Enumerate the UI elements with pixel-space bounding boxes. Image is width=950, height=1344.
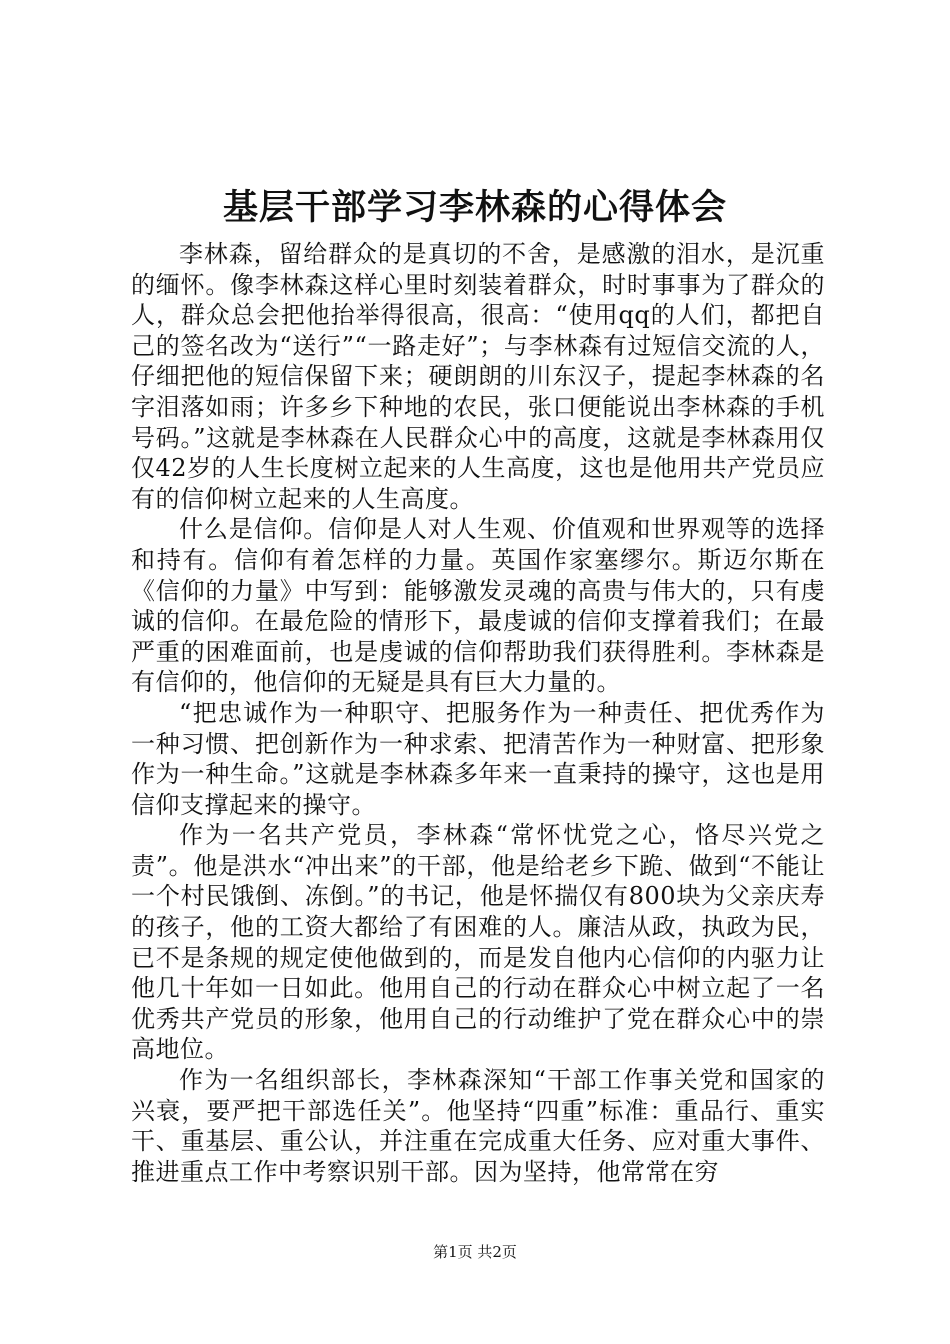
paragraph-5: 作为一名组织部长，李林森深知“干部工作事关党和国家的兴衰，要严把干部选任关”。他坚持“四重”标准：重品行、重实干、重基层、重公认，并注重在完成重大任务、应对重大事件、推进重点工作中考察识别干部。因为坚持，他常常在穷 — [131, 1066, 825, 1186]
document-body — [131, 239, 825, 1187]
paragraph-4: 作为一名共产党员，李林森“常怀忧党之心，恪尽兴党之责”。他是洪水“冲出来”的干部，他是给老乡下跪、做到“不能让一个村民饿倒、冻倒。”的书记，他是怀揣仅有800块为父亲庆寿的孩子，他的工资大都给了有困难的人。廉洁从政，执政为民，已不是条规的规定使他做到的，而是发自他内心信仰的内驱力让他几十年如一日如此。他用自己的行动在群众心中树立起了一名优秀共产党员的形象，他用自己的行动维护了党在群众心中的崇高地位。 — [131, 821, 825, 1064]
paragraph-2: 什么是信仰。信仰是人对人生观、价值观和世界观等的选择和持有。信仰有着怎样的力量。英国作家塞缪尔。斯迈尔斯在《信仰的力量》中写到：能够激发灵魂的高贵与伟大的，只有虔诚的信仰。在最危险的情形下，最虔诚的信仰支撑着我们；在最严重的困难面前，也是虔诚的信仰帮助我们获得胜利。李林森是有信仰的，他信仰的无疑是具有巨大力量的。 — [131, 515, 825, 697]
page-footer: 第1页 共2页 — [433, 1243, 517, 1261]
document-title: 基层干部学习李林森的心得体会 — [222, 187, 727, 228]
paragraph-3: “把忠诚作为一种职守、把服务作为一种责任、把优秀作为一种习惯、把创新作为一种求索、把清苦作为一种财富、把形象作为一种生命。”这就是李林森多年来一直秉持的操守，这也是用信仰支撑起来的操守。 — [131, 698, 825, 819]
paragraph-1: 李林森，留给群众的是真切的不舍，是感激的泪水，是沉重的缅怀。像李林森这样心里时刻装着群众，时时事事为了群众的人，群众总会把他抬举得很高，很高：“使用qq的人们，都把自己的签名改为“送行”“一路走好”；与李林森有过短信交流的人，仔细把他的短信保留下来；硬朗朗的川东汉子，提起李林森的名字泪落如雨；许多乡下种地的农民，张口便能说出李林森的手机号码。”这就是李林森在人民群众心中的高度，这就是李林森用仅仅42岁的人生长度树立起来的人生高度，这也是他用共产党员应有的信仰树立起来的人生高度。 — [131, 240, 825, 513]
